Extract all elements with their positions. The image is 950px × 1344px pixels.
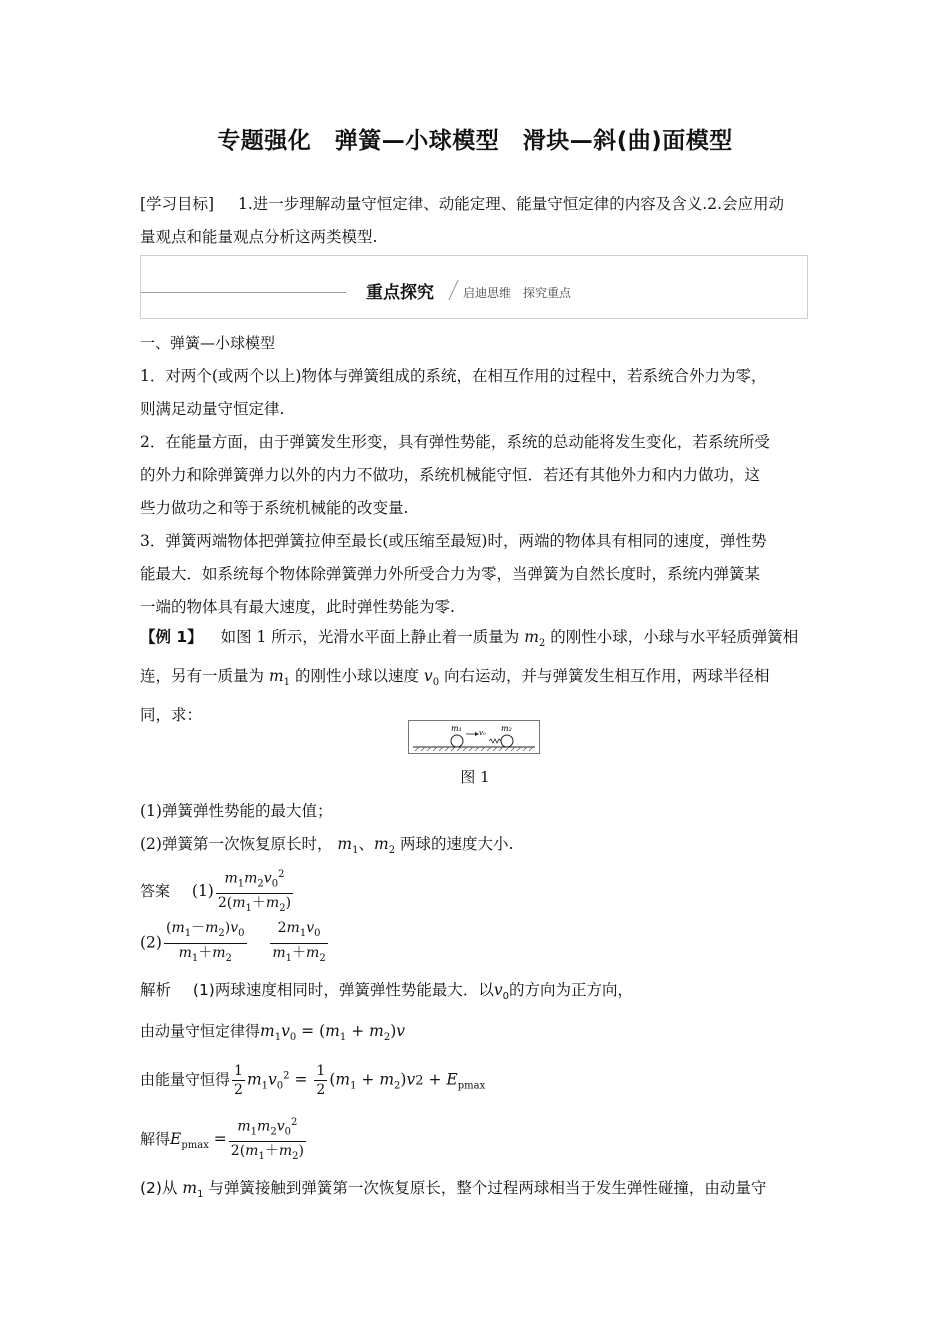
question-1: (1)弹簧弹性势能的最大值；	[140, 802, 333, 820]
objectives-line1: 1.进一步理解动量守恒定律、动能定理、能量守恒定律的内容及含义.2.会应用动	[237, 195, 784, 213]
ex-l3: 同，求：	[140, 706, 203, 725]
sub-2: 2	[538, 638, 546, 650]
solution-line2: 由动量守恒定律得$m_1v_0 = (m_1 + m_2)v$	[140, 1022, 406, 1044]
ball-m2	[501, 735, 513, 747]
section1-heading: 一、弹簧—小球模型	[140, 334, 276, 352]
s1-p1-l1: 1．对两个(或两个以上)物体与弹簧组成的系统，在相互作用的过程中，若系统合外力为零，	[140, 367, 767, 385]
answer-part1-label: (1)	[191, 882, 214, 901]
answer-2	[140, 919, 330, 968]
s1-p2-l1: 2．在能量方面，由于弹簧发生形变，具有弹性势能，系统的总动能将发生变化，若系统所受	[140, 433, 770, 451]
q2a: (2)弹簧第一次恢复原长时，	[140, 835, 333, 853]
sym-v: v	[423, 667, 433, 686]
figure-1	[408, 720, 540, 754]
sym-m: m	[337, 835, 353, 853]
s1-p3-l3: 一端的物体具有最大速度，此时弹性势能为零.	[140, 598, 455, 616]
sub-0: 0	[502, 991, 509, 1003]
s1-p2-l2: 的外力和除弹簧弹力以外的内力不做功，系统机械能守恒．若还有其他外力和内力做功，这	[140, 466, 761, 484]
banner-rule	[141, 292, 346, 293]
example-tag: 【例 1】	[140, 628, 203, 646]
s1-p3-l2: 能最大．如系统每个物体除弹簧弹力外所受合力为零，当弹簧为自然长度时，系统内弹簧某	[140, 565, 761, 583]
page-title: 专题强化 弹簧—小球模型 滑块—斜(曲)面模型	[217, 128, 733, 154]
banner-title: 重点探究	[366, 283, 434, 303]
ex-l2c: 向右运动，并与弹簧发生相互作用，两球半径相	[444, 667, 770, 686]
answer-part2-label: (2)	[140, 933, 162, 952]
answer2-fraction-a: $\frac{(m_1-m_2)v_0}{m_1+m_2}$	[165, 920, 245, 964]
sol-l1b: 的方向为正方向，	[509, 981, 634, 999]
banner-subtitle: 启迪思维 探究重点	[463, 286, 572, 300]
q2b: 、	[358, 835, 374, 853]
sub-2: 2	[388, 845, 396, 857]
sym-v: v	[493, 981, 503, 999]
section1	[140, 327, 830, 624]
example-1	[140, 621, 830, 732]
answer1-fraction: $\frac{m_1m_2v_0^2}{2(m_1+m_2)}$	[216, 866, 293, 918]
answer-1	[140, 866, 295, 918]
answer2-fraction-b: $\frac{2m_1v_0}{m_1+m_2}$	[272, 920, 326, 964]
solution-line4: 解得$E_{pmax}$ = $\frac{m_1m_2v_0^2}{2(m_1+m_2)}$	[140, 1114, 308, 1166]
ex-l1b: 的刚性小球，小球与水平轻质弹簧相	[550, 628, 799, 646]
question-2	[140, 828, 830, 867]
questions	[140, 795, 830, 867]
sol-l3: 由能量守恒得	[140, 1070, 231, 1089]
s1-p2-l3: 些力做功之和等于系统机械能的改变量.	[140, 499, 409, 517]
learning-objectives	[140, 188, 830, 254]
section-banner	[140, 255, 808, 319]
sym-m: m	[524, 628, 539, 646]
objectives-label: [学习目标]	[140, 195, 215, 213]
ex-l2a: 连，另有一质量为	[140, 667, 265, 686]
ground-hatch	[415, 747, 533, 751]
sub-0: 0	[432, 677, 440, 689]
s1-p3-l1: 3．弹簧两端物体把弹簧拉伸至最长(或压缩至最短)时，两端的物体具有相同的速度，弹性势	[140, 532, 767, 550]
figure-caption: 图 1	[460, 768, 490, 786]
solution-line5: (2)从 $m_1$ 与弹簧接触到弹簧第一次恢复原长，整个过程两球相当于发生弹性碰撞，由动量守	[140, 1179, 767, 1201]
s1-p1-l2: 则满足动量守恒定律.	[140, 400, 285, 418]
sym-m: m	[374, 835, 389, 853]
objectives-line2: 量观点和能量观点分析这两类模型.	[140, 228, 378, 246]
answer-label: 答案	[140, 882, 171, 901]
label-m2: m₂	[501, 724, 512, 733]
spring	[489, 739, 501, 743]
sol-l2: 由动量守恒定律得	[140, 1022, 261, 1040]
sol-l5a: (2)从	[140, 1179, 178, 1197]
ex-l1a: 如图 1 所示，光滑水平面上静止着一质量为	[220, 628, 520, 646]
sym-m: m	[268, 667, 284, 686]
label-v0: v₀	[479, 729, 486, 737]
sol-l4: 解得	[140, 1130, 171, 1149]
sub-1: 1	[283, 677, 291, 689]
label-m1: m₁	[451, 724, 462, 733]
banner-slash	[448, 280, 458, 300]
solution-line1	[140, 978, 633, 1002]
ball-m1	[451, 735, 463, 747]
q2c: 两球的速度大小.	[400, 835, 514, 853]
sol-l5b: 与弹簧接触到弹簧第一次恢复原长，整个过程两球相当于发生弹性碰撞，由动量守	[208, 1179, 767, 1197]
solution-line3: 由能量守恒得 $\frac{1}{2}$ $m_1v_0^2$ = $\frac{1}{2}$ $(m_1 + m_2)v2 + E_{pmax}$	[140, 1063, 486, 1098]
ex-l2b: 的刚性小球以速度	[294, 667, 419, 686]
sub-1: 1	[352, 845, 359, 857]
solution-label: 解析	[140, 981, 172, 999]
sol-l1a: (1)两球速度相同时，弹簧弹性势能最大．以	[192, 981, 494, 999]
spring-ball-diagram	[409, 721, 539, 753]
